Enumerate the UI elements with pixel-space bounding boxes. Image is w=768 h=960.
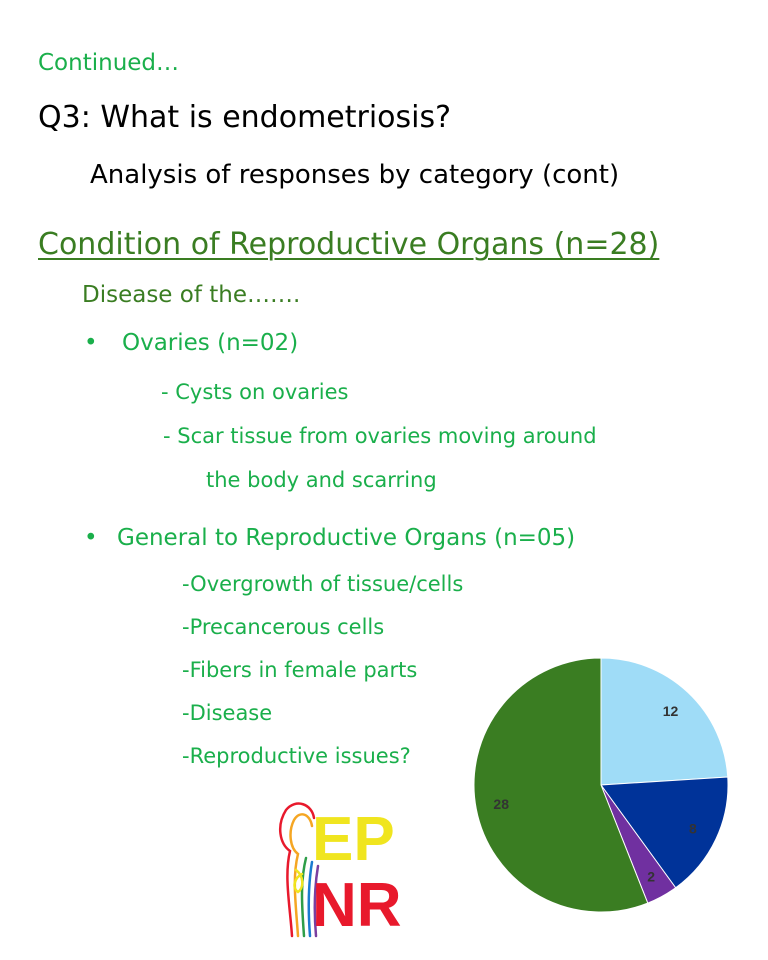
section-intro: Disease of the…….	[82, 282, 301, 308]
logo-text-top: EP	[312, 805, 395, 874]
bullet-marker: •	[84, 525, 98, 551]
list-item: -Reproductive issues?	[182, 744, 411, 768]
pie-data-label: 28	[493, 796, 509, 813]
question-heading: Q3: What is endometriosis?	[38, 100, 452, 135]
continued-label: Continued…	[38, 50, 180, 76]
list-item: -Fibers in female parts	[182, 658, 418, 682]
pie-chart	[466, 650, 736, 920]
bullet-label-general: General to Reproductive Organs (n=05)	[117, 525, 576, 551]
bullet-marker: •	[84, 330, 98, 356]
pie-slice	[601, 658, 728, 785]
section-title: Condition of Reproductive Organs (n=28)	[38, 227, 660, 262]
epnr-logo	[268, 796, 418, 941]
list-item-continuation: the body and scarring	[206, 468, 437, 492]
pie-data-label: 2	[647, 868, 656, 885]
bullet-ovaries	[84, 330, 299, 356]
list-item: -Overgrowth of tissue/cells	[182, 572, 464, 596]
pie-data-label: 8	[689, 820, 697, 837]
list-item: -Precancerous cells	[182, 615, 385, 639]
pie-data-label: 12	[662, 702, 679, 719]
bullet-general	[84, 525, 576, 551]
list-item: - Cysts on ovaries	[161, 380, 349, 404]
bullet-label-ovaries: Ovaries (n=02)	[122, 330, 299, 356]
list-item: - Scar tissue from ovaries moving around	[163, 424, 597, 448]
list-item: -Disease	[182, 701, 273, 725]
analysis-subtitle: Analysis of responses by category (cont)	[90, 160, 620, 190]
logo-text-bottom: NR	[312, 871, 402, 940]
